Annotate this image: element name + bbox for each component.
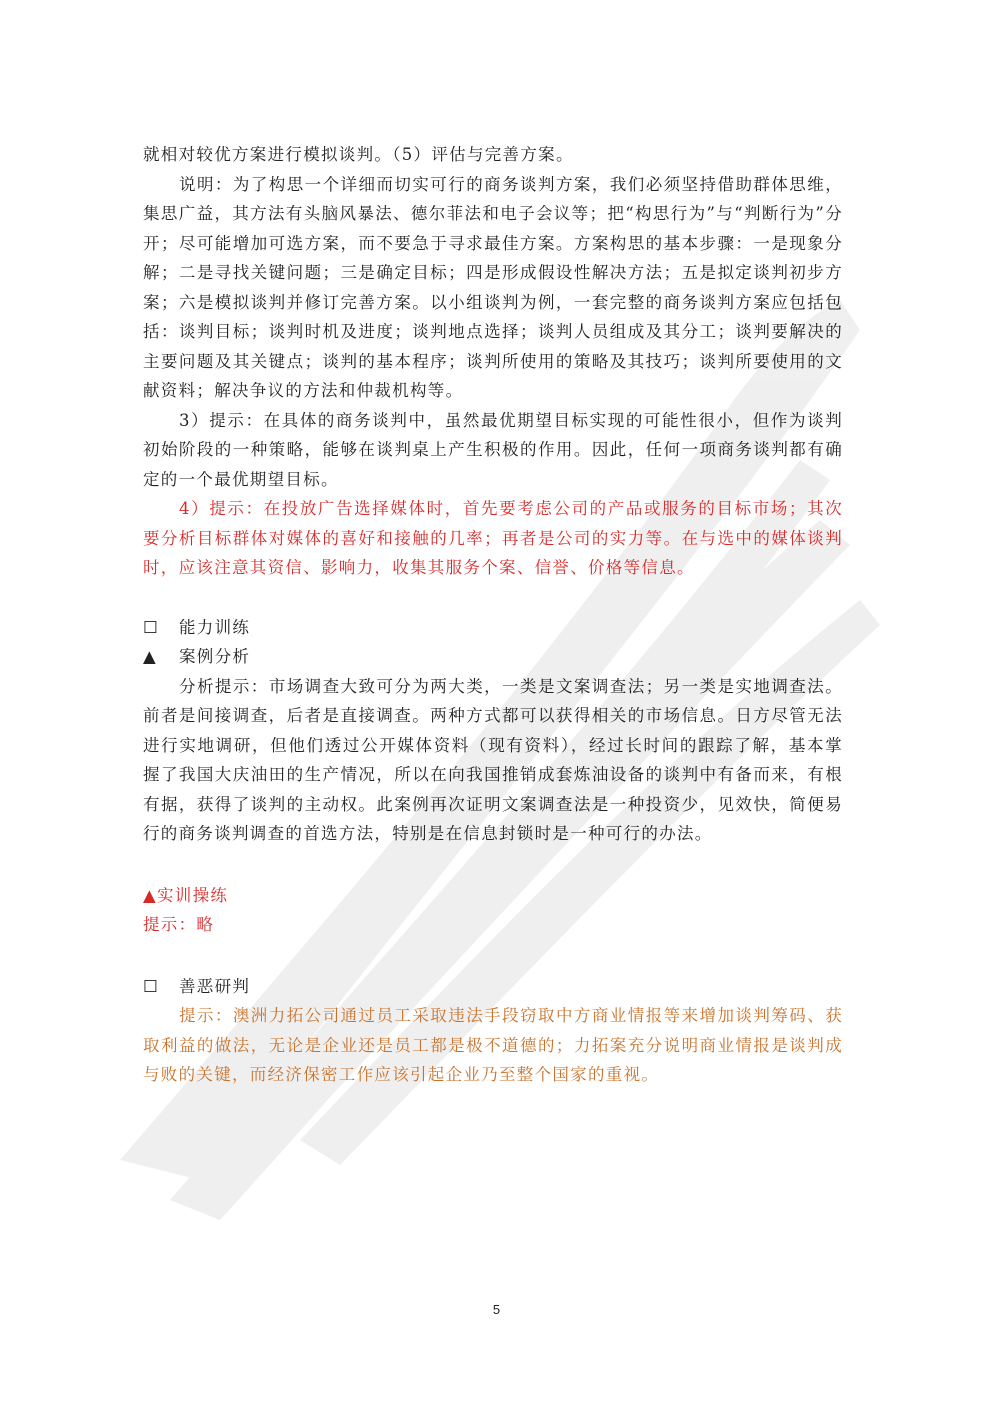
- triangle-bullet-icon: ▲: [143, 647, 157, 666]
- paragraph-hint-3: 3）提示：在具体的商务谈判中，虽然最优期望目标实现的可能性很小，但作为谈判初始阶段的一种策略，能够在谈判桌上产生积极的作用。因此，任何一项商务谈判都有确定的一个最优期望目标。: [143, 410, 843, 489]
- paragraph-continued: 就相对较优方案进行模拟谈判。（5）评估与完善方案。: [143, 145, 574, 164]
- section-title: 案例分析: [179, 647, 251, 666]
- section-ability-training: [143, 613, 843, 643]
- paragraph-hint-4: 4）提示：在投放广告选择媒体时，首先要考虑公司的产品或服务的目标市场；其次要分析目标群体对媒体的喜好和接触的几率；再者是公司的实力等。在与选中的媒体谈判时，应该注意其资信、影响力，收集其服务个案、信誉、价格等信息。: [143, 499, 843, 577]
- section-ethics-judgement: [143, 972, 843, 1002]
- paragraph-case-analysis: 分析提示：市场调查大致可分为两大类，一类是文案调查法；另一类是实地调查法。前者是间接调查，后者是直接调查。两种方式都可以获得相关的市场信息。日方尽管无法进行实地调研，但他们透过公开媒体资料（现有资料），经过长时间的跟踪了解，基本掌握了我国大庆油田的生产情况，所以在向我国推销成套炼油设备的谈判中有备而来，有根有据，获得了谈判的主动权。此案例再次证明文案调查法是一种投资少，见效快，简便易行的商务谈判调查的首选方法，特别是在信息封锁时是一种可行的办法。: [143, 676, 843, 843]
- paragraph-ethics-hint: 提示：澳洲力拓公司通过员工采取违法手段窃取中方商业情报等来增加谈判筹码、获取利益的做法，无论是企业还是员工都是极不道德的；力拓案充分说明商业情报是谈判成与败的关键，而经济保密工作应该引起企业乃至整个国家的重视。: [143, 1006, 843, 1084]
- paragraph-explanation: 说明：为了构思一个详细而切实可行的商务谈判方案，我们必须坚持借助群体思维，集思广益，其方法有头脑风暴法、德尔菲法和电子会议等；把“构思行为”与“判断行为”分开；尽可能增加可选方案，而不要急于寻求最佳方案。方案构思的基本步骤：一是现象分解；二是寻找关键问题；三是确定目标；四是形成假设性解决方法；五是拟定谈判初步方案；六是模拟谈判并修订完善方案。以小组谈判为例，一套完整的商务谈判方案应包括包括：谈判目标；谈判时机及进度；谈判地点选择；谈判人员组成及其分工；谈判要解决的主要问题及其关键点；谈判的基本程序；谈判所使用的策略及其技巧；谈判所要使用的文献资料；解决争议的方法和仲裁机构等。: [143, 174, 843, 400]
- document-body: [143, 140, 843, 1090]
- section-title: 能力训练: [179, 617, 251, 637]
- section-practical-training: ▲实训操练: [143, 885, 229, 905]
- section-case-analysis: [143, 642, 843, 672]
- checkbox-square-icon: ☐: [143, 976, 160, 996]
- checkbox-square-icon: ☐: [143, 617, 160, 637]
- page-number: 5: [492, 1302, 501, 1317]
- section-title: 善恶研判: [179, 976, 251, 996]
- paragraph-training-hint: 提示：略: [143, 915, 215, 934]
